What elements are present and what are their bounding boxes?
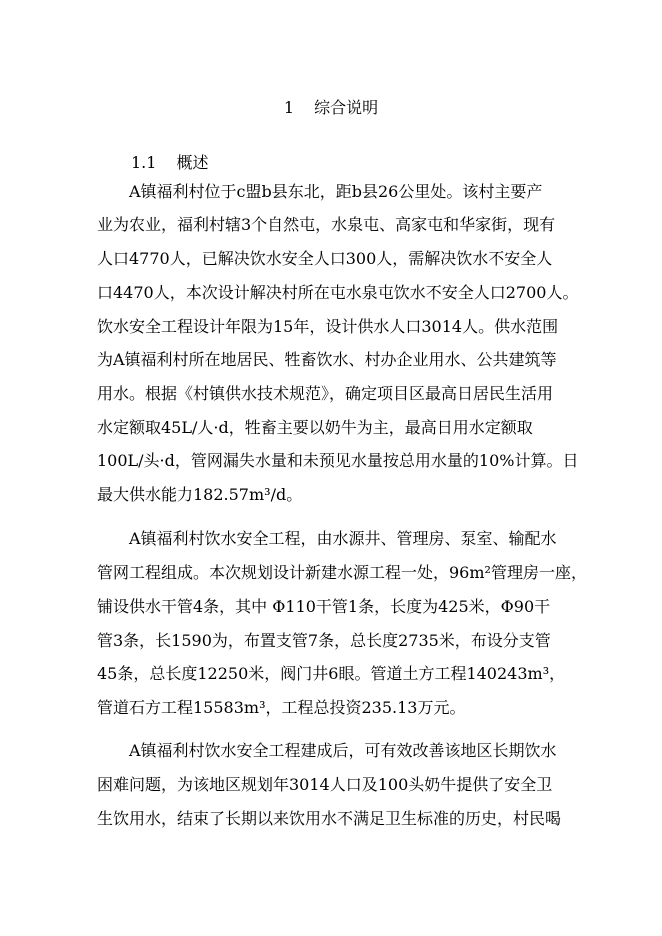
paragraph-line: 为A镇福利村所在地居民、牲畜饮水、村办企业用水、公共建筑等 [97, 350, 557, 369]
paragraph-line: 生饮用水，结束了长期以来饮用水不满足卫生标准的历史，村民喝 [97, 809, 562, 828]
paragraph-line: 饮水安全工程设计年限为15年，设计供水人口3014人。供水范围 [97, 317, 559, 336]
paragraph-line: 用水。根据《村镇供水技术规范》，确定项目区最高日居民生活用 [97, 384, 554, 403]
chapter-heading [0, 96, 662, 120]
paragraph-line: 业为农业，福利村辖3个自然屯，水泉屯、高家屯和华家街，现有 [97, 215, 556, 234]
paragraph-line: 口4470人，本次设计解决村所在屯水泉屯饮水不安全人口2700人。 [97, 283, 579, 302]
paragraph-line: 人口4770人，已解决饮水安全人口300人，需解决饮水不安全人 [97, 249, 553, 268]
section-number: 1.1 [131, 153, 157, 172]
paragraph-line: 最大供水能力182.57m³/d。 [97, 485, 303, 504]
paragraph-line: 管3条，长1590为，布置支管7条，总长度2735米，布设分支管 [97, 631, 551, 650]
paragraph-line: 45条，总长度12250米，阀门井6眼。管道土方工程140243m³， [97, 664, 566, 683]
paragraph-line: 水定额取45L/人·d，牲畜主要以奶牛为主，最高日用水定额取 [97, 418, 533, 437]
paragraph-line: 困难问题，为该地区规划年3014人口及100头奶牛提供了安全卫 [97, 775, 553, 794]
paragraph-line: 100L/头·d，管网漏失水量和未预见水量按总用水量的10%计算。日 [97, 451, 579, 470]
paragraph-line: 管道石方工程15583m³，工程总投资235.13万元。 [97, 698, 466, 717]
paragraph-line: 铺设供水干管4条，其中 Φ110干管1条，长度为425米，Φ90干 [97, 597, 551, 616]
paragraph-line: A镇福利村饮水安全工程建成后，可有效改善该地区长期饮水 [129, 741, 557, 760]
paragraph-line: A镇福利村位于c盟b县东北，距b县26公里处。该村主要产 [129, 182, 543, 201]
chapter-number: 1 [283, 98, 295, 117]
paragraph-line: A镇福利村饮水安全工程，由水源井、管理房、泵室、输配水 [129, 529, 557, 548]
chapter-title: 综合说明 [314, 98, 379, 117]
section-title: 概述 [176, 153, 209, 172]
section-heading [131, 151, 208, 175]
paragraph-line: 管网工程组成。本次规划设计新建水源工程一处，96m²管理房一座， [97, 563, 587, 582]
